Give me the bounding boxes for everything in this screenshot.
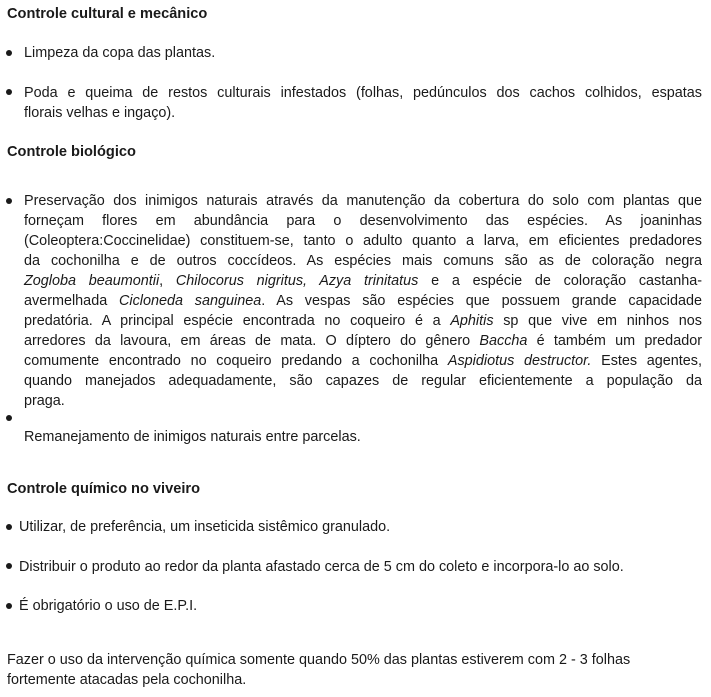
text-run: é também um predador [527, 333, 702, 349]
text-run: e a espécie de coloração castanha- [418, 273, 703, 289]
species-name: Baccha [479, 333, 528, 349]
bullet-icon [6, 415, 12, 421]
text-run: Estes agentes, [591, 353, 703, 369]
list-item-line: florais velhas e ingaço). [24, 105, 176, 121]
text-run: avermelhada [24, 293, 119, 309]
bullet-icon [6, 603, 12, 609]
paragraph-line: fortemente atacadas pela cochonilha. [7, 672, 247, 688]
bullet-icon [6, 50, 12, 56]
list-item: É obrigatório o uso de E.P.I. [19, 598, 198, 614]
bullet-icon [6, 563, 12, 569]
list-item-line [24, 351, 702, 371]
list-item: Remanejamento de inimigos naturais entre parcelas. [24, 429, 361, 445]
list-item-line [24, 311, 702, 331]
species-name: Chilocorus nigritus, Azya trinitatus [175, 273, 419, 289]
bullet-icon [6, 89, 12, 95]
list-item-line: Preservação dos inimigos naturais através da manutenção da cobertura do solo com plantas que [24, 193, 702, 209]
species-name: Cicloneda sanguinea [119, 293, 262, 309]
list-item-line: forneçam flores em abundância para o desenvolvimento das espécies. As joaninhas [24, 213, 702, 229]
list-item: Limpeza da copa das plantas. [24, 45, 216, 61]
bullet-icon [6, 198, 12, 204]
text-run: arredores da lavoura, em áreas de mata. O díptero do gênero [24, 333, 480, 349]
list-item-line [24, 291, 702, 311]
list-item-line: quando manejados adequadamente, são capazes de regular eficientemente a população da [24, 373, 702, 389]
text-run: predatória. A principal espécie encontrada no coqueiro é a [24, 313, 451, 329]
list-item-line: Poda e queima de restos culturais infestados (folhas, pedúnculos dos cachos colhidos, espatas [24, 85, 702, 101]
species-name: Aspidiotus destructor. [447, 353, 592, 369]
list-item-line [24, 331, 702, 351]
list-item: Distribuir o produto ao redor da planta afastado cerca de 5 cm do coleto e incorpora-lo ao solo. [19, 559, 624, 575]
list-item-line [24, 271, 702, 291]
list-item-line: (Coleoptera:Coccinelidae) constituem-se, tanto o adulto quanto a larva, em eficientes predadores [24, 233, 702, 249]
paragraph-line: Fazer o uso da intervenção química somente quando 50% das plantas estiverem com 2 - 3 folhas [7, 652, 631, 668]
list-item [24, 191, 702, 411]
footer-paragraph [7, 650, 703, 690]
heading-cultural: Controle cultural e mecânico [7, 6, 208, 22]
list-item-line: praga. [24, 393, 65, 409]
heading-biologico: Controle biológico [7, 144, 136, 160]
species-name: Aphitis [450, 313, 494, 329]
text-run: . As vespas são espécies que possuem grande capacidade [261, 293, 702, 309]
text-run: comumente encontrado no coqueiro predando a cochonilha [24, 353, 448, 369]
list-item [24, 83, 702, 123]
bullet-icon [6, 524, 12, 530]
list-item-line: da cochonilha e de outros coccídeos. As espécies mais comuns são as de coloração negra [24, 253, 702, 269]
heading-quimico: Controle químico no viveiro [7, 481, 200, 497]
list-item: Utilizar, de preferência, um inseticida sistêmico granulado. [19, 519, 391, 535]
species-name: Zogloba beaumontii [24, 273, 160, 289]
text-run: , [159, 273, 176, 289]
text-run: sp que vive em ninhos nos [493, 313, 702, 329]
